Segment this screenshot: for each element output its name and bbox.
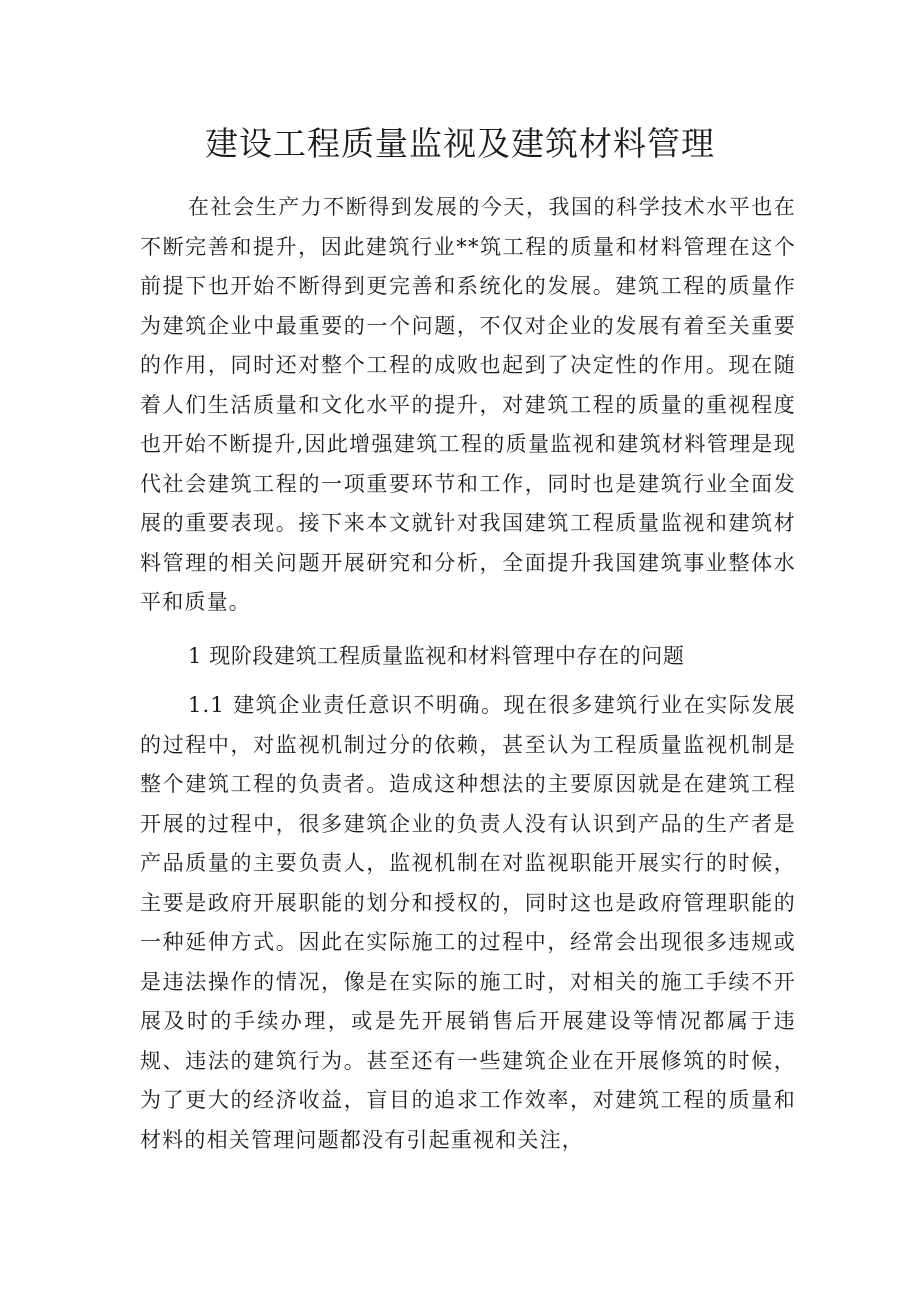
intro-paragraph: 在社会生产力不断得到发展的今天，我国的科学技术水平也在不断完善和提升，因此建筑行业**筑工程的质量和材料管理在这个前提下也开始不断得到更完善和系统化的发展。建筑工程的质量作为建筑企业中最重要的一个问题，不仅对企业的发展有着至关重要的作用，同时还对整个工程的成败也起到了决定性的作用。现在随着人们生活质量和文化水平的提升，对建筑工程的质量的重视程度也开始不断提升,因此增强建筑工程的质量监视和建筑材料管理是现代社会建筑工程的一项重要环节和工作，同时也是建筑行业全面发展的重要表现。接下来本文就针对我国建筑工程质量监视和建筑材料管理的相关问题开展研究和分析，全面提升我国建筑事业整体水平和质量。 [140,195,796,614]
section-heading: 1 现阶段建筑工程质量监视和材料管理中存在的问题 [188,643,685,668]
document-title: 建设工程质量监视及建筑材料管理 [205,124,715,163]
document-body [140,188,796,1160]
section-1-1-paragraph: 1.1 建筑企业责任意识不明确。现在很多建筑行业在实际发展的过程中，对监视机制过分的依赖，甚至认为工程质量监视机制是整个建筑工程的负责者。造成这种想法的主要原因就是在建筑工程开展的过程中，很多建筑企业的负责人没有认识到产品的生产者是产品质量的主要负责人，监视机制在对监视职能开展实行的时候，主要是政府开展职能的划分和授权的，同时这也是政府管理职能的一种延伸方式。因此在实际施工的过程中，经常会出现很多违规或是违法操作的情况，像是在实际的施工时，对相关的施工手续不开展及时的手续办理，或是先开展销售后开展建设等情况都属于违规、违法的建筑行为。甚至还有一些建筑企业在开展修筑的时候，为了更大的经济收益，盲目的追求工作效率，对建筑工程的质量和材料的相关管理问题都没有引起重视和关注， [140,693,796,1152]
